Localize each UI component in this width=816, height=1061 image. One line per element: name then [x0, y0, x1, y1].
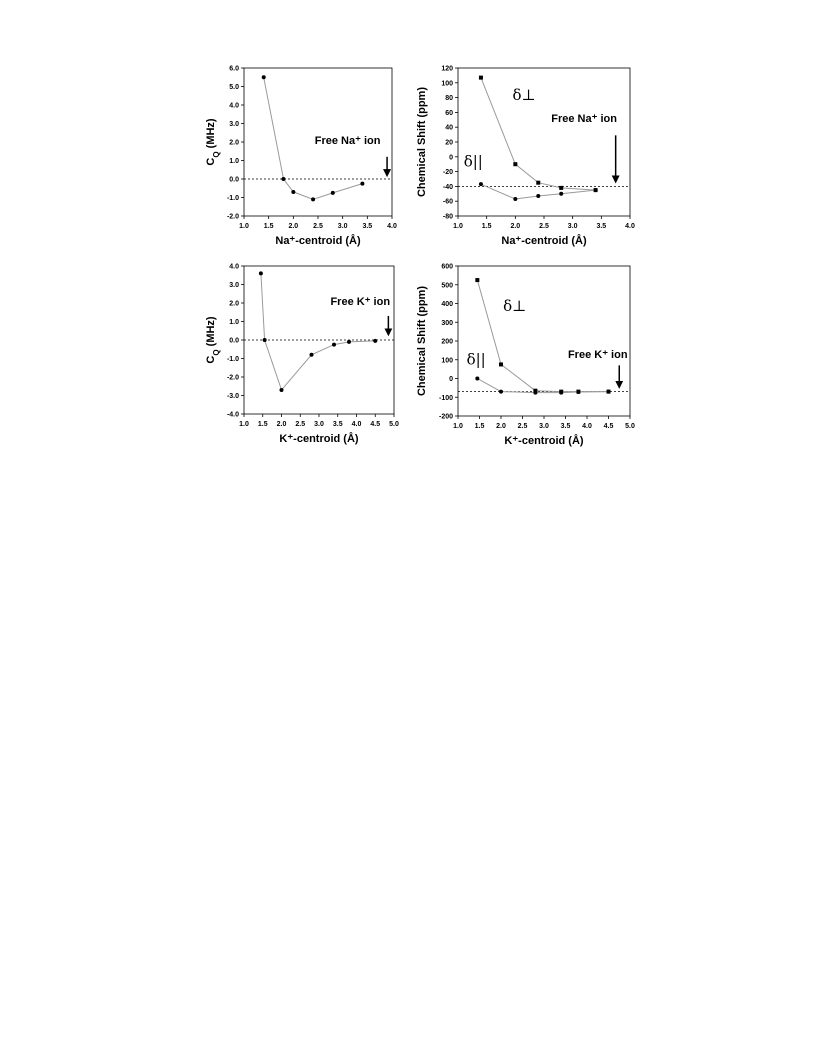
- x-tick-label: 3.5: [332, 421, 343, 428]
- x-tick-label: 2.0: [288, 223, 299, 230]
- y-axis-label: [205, 118, 221, 166]
- plot-frame: [458, 266, 630, 416]
- y-tick-label: 120: [441, 65, 453, 73]
- x-tick-label: 2.5: [539, 223, 549, 230]
- data-point: [263, 338, 267, 342]
- x-tick-label: 2.0: [510, 223, 521, 230]
- x-tick-label: 2.5: [517, 423, 528, 430]
- data-point: [594, 188, 598, 192]
- plot-frame: [458, 68, 630, 216]
- x-tick-label: 1.5: [257, 421, 268, 428]
- data-point: [475, 377, 479, 381]
- x-tick-label: 3.5: [362, 223, 373, 230]
- series-label: δ||: [463, 152, 483, 171]
- x-tick-label: 4.5: [603, 423, 614, 430]
- y-tick-label: -80: [442, 213, 453, 221]
- y-tick-label: 600: [441, 263, 453, 271]
- x-axis-label: K⁺-centroid (Å): [279, 433, 359, 445]
- y-tick-label: -40: [442, 183, 453, 191]
- series-line: [261, 273, 375, 390]
- y-tick-label: 200: [441, 338, 453, 346]
- y-tick-label: 5.0: [229, 84, 239, 91]
- x-tick-label: 3.5: [596, 223, 607, 230]
- y-tick-label: 100: [441, 80, 453, 88]
- data-point: [347, 340, 351, 344]
- y-axis-label: Chemical Shift (ppm): [416, 285, 428, 397]
- y-tick-label: 0.0: [229, 176, 239, 184]
- data-point: [262, 75, 266, 79]
- y-axis-label-main: C: [205, 355, 217, 364]
- y-tick-label: 6.0: [229, 65, 239, 73]
- annotation-free-ion: Free Na⁺ ion: [551, 113, 617, 126]
- y-tick-label: -200: [438, 413, 453, 421]
- y-axis-label-main: C: [205, 157, 217, 166]
- y-tick-label: -100: [438, 394, 453, 402]
- y-tick-label: 3.0: [229, 121, 239, 128]
- y-axis-label-rest: (MHz): [205, 118, 217, 152]
- y-tick-label: 3.0: [229, 282, 239, 289]
- annotation-free-ion: Free Na⁺ ion: [314, 134, 381, 147]
- panel-cq-na: [205, 66, 397, 248]
- x-tick-label: 2.5: [313, 223, 323, 230]
- series-label: δ⊥: [503, 297, 527, 315]
- y-tick-label: 40: [445, 124, 453, 132]
- x-tick-label: 4.0: [387, 223, 397, 230]
- x-tick-label: 5.0: [389, 421, 399, 428]
- data-point: [479, 76, 483, 80]
- y-tick-label: 2.0: [229, 300, 239, 308]
- x-tick-label: 3.0: [314, 421, 324, 428]
- x-tick-label: 3.0: [539, 423, 549, 430]
- data-point: [513, 197, 517, 201]
- series-label: δ⊥: [512, 85, 536, 104]
- y-tick-label: 60: [445, 109, 453, 117]
- x-tick-label: 1.5: [263, 223, 274, 230]
- y-axis-label: Chemical Shift (ppm): [416, 86, 428, 198]
- y-tick-label: -2.0: [226, 213, 239, 221]
- x-tick-label: 2.0: [276, 421, 287, 428]
- y-tick-label: 0: [449, 154, 453, 162]
- y-tick-label: 1.0: [229, 319, 239, 326]
- series-line: [481, 78, 596, 191]
- data-point: [259, 271, 263, 275]
- y-tick-label: -60: [442, 198, 453, 206]
- x-tick-label: 1.5: [474, 423, 485, 430]
- y-tick-label: -2.0: [226, 374, 239, 382]
- data-point: [536, 194, 540, 198]
- data-point: [576, 390, 580, 394]
- y-tick-label: 4.0: [229, 102, 239, 110]
- y-tick-label: -4.0: [226, 411, 239, 419]
- x-tick-label: 3.5: [560, 423, 571, 430]
- panel-shift-na: [416, 66, 635, 248]
- x-tick-label: 1.0: [453, 223, 463, 230]
- data-point: [559, 186, 563, 190]
- data-point: [281, 177, 285, 181]
- y-tick-label: 0: [449, 376, 453, 383]
- x-tick-label: 1.0: [239, 223, 249, 230]
- x-tick-label: 1.0: [239, 421, 249, 428]
- x-tick-label: 4.0: [582, 423, 592, 430]
- y-tick-label: 100: [441, 357, 453, 365]
- x-axis-label: Na⁺-centroid (Å): [275, 235, 361, 247]
- x-tick-label: 4.0: [625, 223, 635, 230]
- x-tick-label: 5.0: [625, 423, 635, 430]
- series-label: δ||: [466, 350, 486, 369]
- data-point: [291, 190, 295, 194]
- annotation-free-ion: Free K⁺ ion: [330, 295, 391, 308]
- y-tick-label: 400: [441, 301, 453, 308]
- y-tick-label: 20: [445, 139, 453, 147]
- data-point: [280, 388, 284, 392]
- y-tick-label: -1.0: [226, 195, 239, 202]
- y-tick-label: 500: [441, 282, 453, 290]
- data-point: [331, 191, 335, 195]
- x-tick-label: 3.0: [567, 223, 578, 230]
- data-point: [536, 181, 540, 185]
- y-tick-label: 1.0: [229, 158, 239, 165]
- x-tick-label: 2.0: [496, 423, 506, 430]
- y-tick-label: 80: [445, 95, 453, 103]
- data-point: [310, 353, 314, 357]
- series-line: [477, 280, 608, 392]
- data-point: [499, 390, 503, 394]
- y-axis-label-sub: Q: [211, 151, 221, 158]
- y-tick-label: 2.0: [229, 139, 239, 147]
- y-tick-label: -3.0: [226, 393, 239, 400]
- y-tick-label: -1.0: [226, 356, 239, 363]
- data-point: [311, 197, 315, 201]
- data-point: [559, 192, 563, 196]
- data-point: [475, 278, 479, 282]
- x-tick-label: 4.0: [351, 421, 362, 428]
- x-tick-label: 1.5: [481, 223, 492, 230]
- y-tick-label: 300: [441, 319, 453, 327]
- data-point: [479, 182, 483, 186]
- data-point: [499, 362, 503, 366]
- panel-shift-k: [416, 264, 635, 448]
- data-point: [513, 162, 517, 166]
- data-point: [332, 343, 336, 347]
- data-point: [360, 182, 364, 186]
- x-tick-label: 3.0: [337, 223, 348, 230]
- y-axis-label: [205, 316, 221, 364]
- x-tick-label: 4.5: [370, 421, 381, 428]
- data-point: [607, 390, 611, 394]
- y-tick-label: -20: [442, 169, 453, 177]
- annotation-free-ion: Free K⁺ ion: [567, 348, 628, 361]
- y-axis-label-rest: (MHz): [205, 316, 217, 350]
- x-tick-label: 1.0: [453, 423, 463, 430]
- y-tick-label: 4.0: [229, 263, 239, 271]
- panel-cq-k: [205, 264, 399, 446]
- x-axis-label: K⁺-centroid (Å): [504, 435, 584, 447]
- y-tick-label: 0.0: [229, 337, 239, 345]
- data-point: [559, 391, 563, 395]
- y-axis-label-sub: Q: [211, 349, 221, 356]
- data-point: [373, 339, 377, 343]
- x-axis-label: Na⁺-centroid (Å): [501, 235, 587, 247]
- data-point: [533, 391, 537, 395]
- x-tick-label: 2.5: [295, 421, 306, 428]
